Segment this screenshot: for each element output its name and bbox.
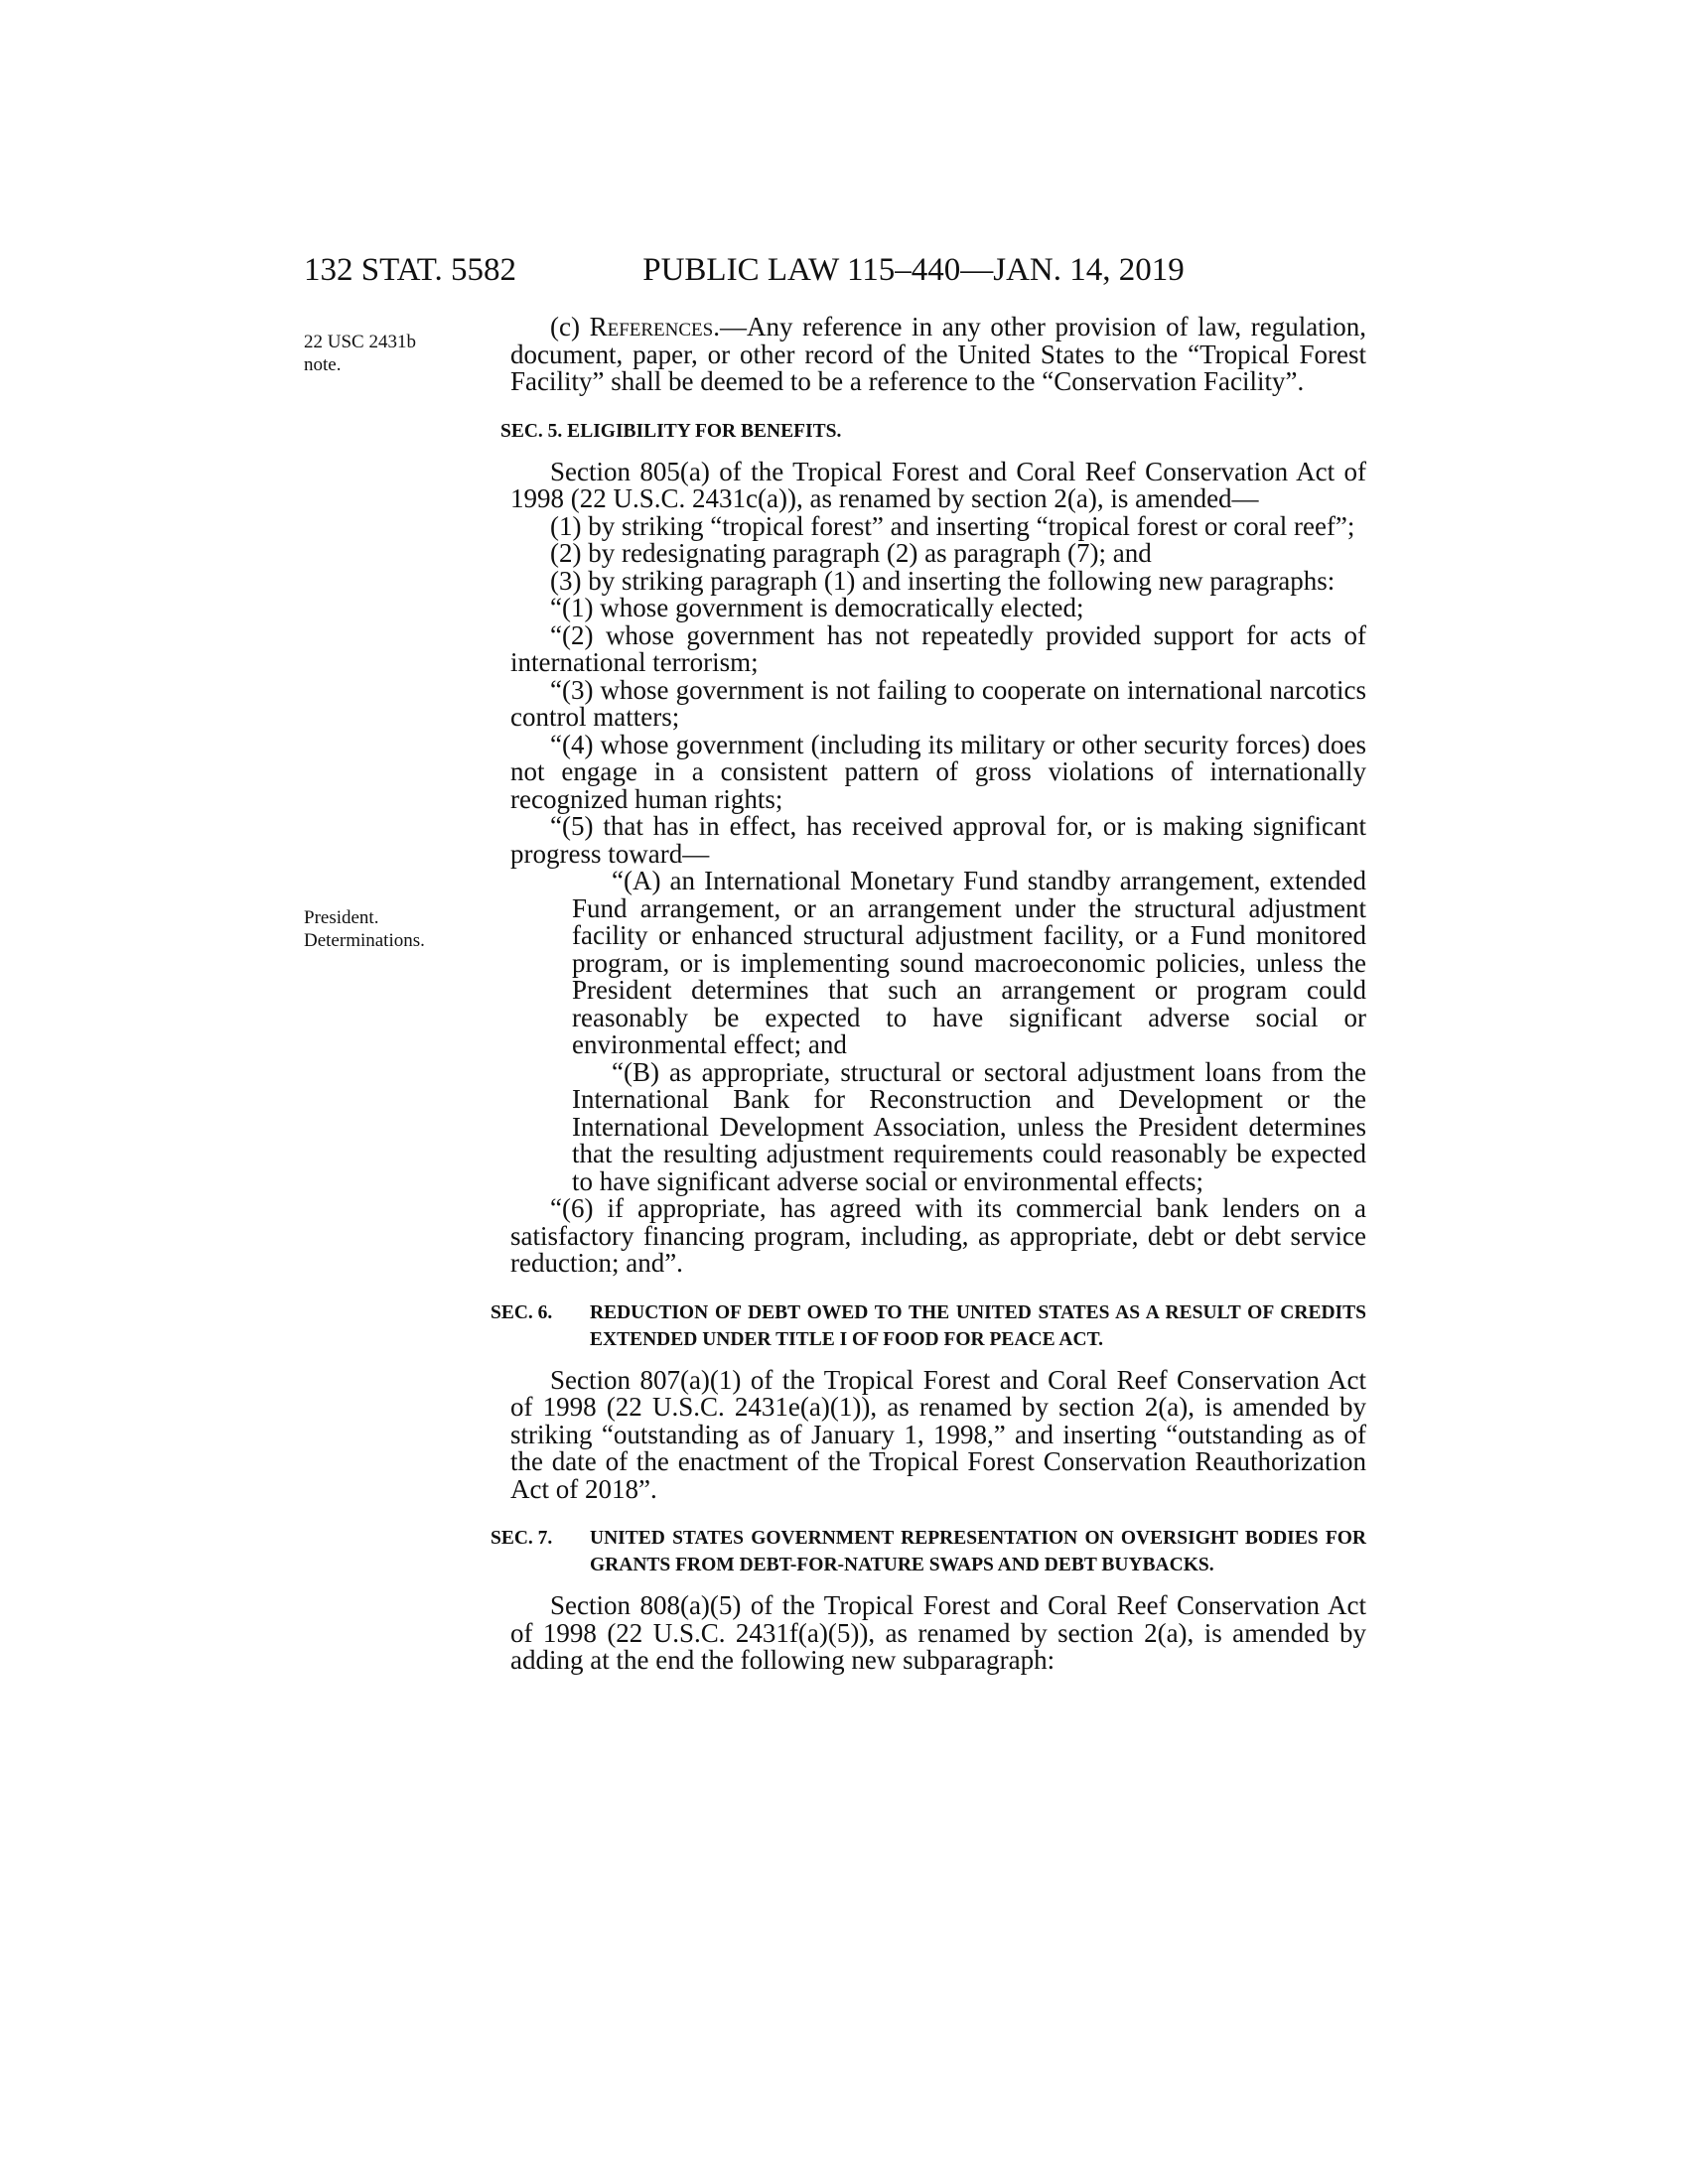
quoted-paragraph-4: “(4) whose government (including its military or other security forces) does not engage in a consistent pattern of gross violations of internationally recognized human rights;	[510, 729, 1366, 814]
sec5-paragraph-1-text: (1) by striking “tropical forest” and inserting “tropical forest or coral reef”;	[550, 510, 1355, 541]
subsection-c-heading: References	[589, 312, 714, 341]
page-header	[304, 245, 1366, 295]
document-body	[491, 312, 1366, 1675]
subsection-c	[510, 314, 1366, 396]
sec5-paragraph-2: (2) by redesignating paragraph (2) as paragraph (7); and	[550, 538, 1152, 568]
sec6-text: Section 807(a)(1) of the Tropical Forest and Coral Reef Conservation Act of 1998 (22 U.S.C. 2431e(a)(1)), as renamed by section 2(a), is amended by striking “outstanding as of January 1, 1998,” and inserting “outstanding as of the date of the enactment of the Tropical Forest Conservation Reauthorization Act of 2018”.	[510, 1364, 1366, 1504]
quoted-paragraph-6: “(6) if appropriate, has agreed with its commercial bank lenders on a satisfactory financing program, including, as appropriate, debt or debt service reduction; and”.	[510, 1193, 1366, 1278]
quoted-subparagraph-B: “(B) as appropriate, structural or sectoral adjustment loans from the International Bank for Reconstruction and Development or the International Development Association, unless the President determines that the resulting adjustment requirements could reasonably be expected to have significant adverse social or environmental effects;	[572, 1056, 1366, 1196]
quoted-paragraph-3: “(3) whose government is not failing to cooperate on international narcotics control matters;	[510, 674, 1366, 732]
quoted-subparagraph-A: “(A) an International Monetary Fund standby arrangement, extended Fund arrangement, or an arrangement under the structural adjustment facility or enhanced structural adjustment facility, or a Fund monitored program, or is implementing sound macroeconomic policies, unless the President determines that such an arrangement or program could reasonably be expected to have significant adverse social or environmental effect; and	[572, 866, 1366, 1059]
subsection-c-text: .—Any reference in any other provision of law, regulation, document, paper, or other record of the United States to the “Tropical Forest Facility” shall be deemed to be a reference to the “Conservation Facility”.	[510, 312, 1366, 396]
sec7-text: Section 808(a)(5) of the Tropical Forest and Coral Reef Conservation Act of 1998 (22 U.S.C. 2431f(a)(5)), as renamed by section 2(a), is amended by adding at the end the following new subparagraph:	[510, 1590, 1366, 1675]
sec5-paragraph-1	[510, 510, 1366, 541]
sec6-title: REDUCTION OF DEBT OWED TO THE UNITED STATES AS A RESULT OF CREDITS EXTENDED UNDER TITLE I OF FOOD FOR PEACE ACT.	[590, 1301, 1366, 1350]
sec5-paragraph-3: (3) by striking paragraph (1) and inserting the following new paragraphs:	[550, 565, 1336, 596]
sec5-intro: Section 805(a) of the Tropical Forest and Coral Reef Conservation Act of 1998 (22 U.S.C. 2431c(a)), as renamed by section 2(a), is amended—	[510, 456, 1366, 513]
stat-page-number: 132 STAT. 5582	[304, 252, 517, 288]
margin-note-line: President.	[304, 907, 379, 928]
margin-note-president	[304, 906, 483, 952]
sec6-heading	[491, 1299, 1366, 1353]
sec7-title: UNITED STATES GOVERNMENT REPRESENTATION ON OVERSIGHT BODIES FOR GRANTS FROM DEBT-FOR-NATURE SWAPS AND DEBT BUYBACKS.	[590, 1528, 1366, 1575]
margin-note-usc	[304, 331, 483, 376]
sec7-heading	[491, 1525, 1366, 1578]
quoted-paragraph-2: “(2) whose government has not repeatedly provided support for acts of international terrorism;	[510, 619, 1366, 677]
sec7-label: SEC. 7.	[491, 1528, 553, 1549]
sec5-heading: SEC. 5. ELIGIBILITY FOR BENEFITS.	[500, 420, 842, 442]
quoted-paragraph-5: “(5) that has in effect, has received approval for, or is making significant progress toward—	[510, 811, 1366, 869]
running-title: PUBLIC LAW 115–440—JAN. 14, 2019	[642, 252, 1185, 288]
sec6-label: SEC. 6.	[491, 1301, 553, 1323]
margin-note-line: Determinations.	[304, 930, 425, 951]
subsection-c-label: (c)	[550, 312, 590, 341]
quoted-paragraph-1: “(1) whose government is democratically elected;	[550, 593, 1084, 622]
margin-note-line: 22 USC 2431b	[304, 332, 416, 352]
margin-note-line: note.	[304, 354, 342, 375]
